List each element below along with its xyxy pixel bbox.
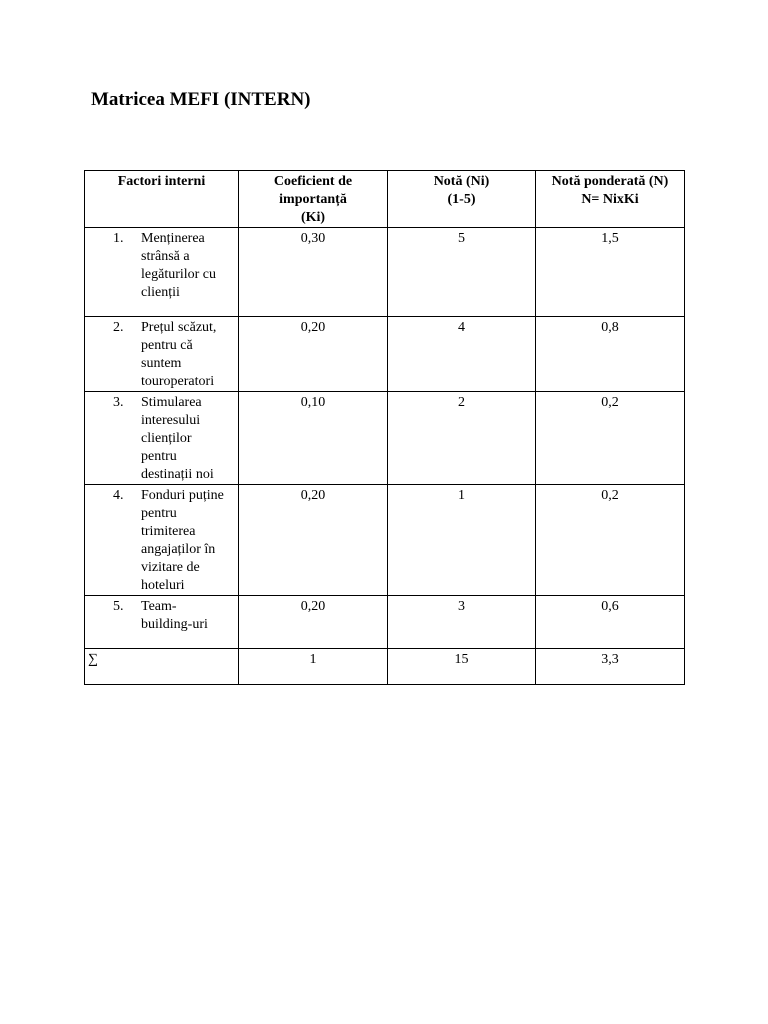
n-cell: 0,2 (536, 392, 685, 485)
n-cell: 0,6 (536, 596, 685, 649)
n-cell: 0,2 (536, 485, 685, 596)
ni-cell: 5 (388, 228, 536, 317)
ki-cell: 0,20 (239, 485, 388, 596)
mefi-table (84, 170, 685, 685)
header-nota: Notă (Ni) (1-5) (388, 171, 536, 228)
factor-number: 4. (113, 488, 124, 503)
table-row (85, 485, 685, 596)
table-row (85, 596, 685, 649)
factor-cell: 5. Team- building-uri (85, 596, 239, 649)
ni-cell: 4 (388, 317, 536, 392)
page-title: Matricea MEFI (INTERN) (91, 89, 311, 110)
table-row (85, 317, 685, 392)
sum-symbol: ∑ (85, 649, 239, 685)
factor-number: 2. (113, 320, 124, 335)
total-ni-cell: 15 (388, 649, 536, 685)
total-row (85, 649, 685, 685)
ni-cell: 2 (388, 392, 536, 485)
n-cell: 0,8 (536, 317, 685, 392)
ni-cell: 1 (388, 485, 536, 596)
factor-cell: 1. Menținerea strânsă a legăturilor cu clienții (85, 228, 239, 317)
table-row (85, 228, 685, 317)
table-header-row (85, 171, 685, 228)
table-row (85, 392, 685, 485)
ki-cell: 0,20 (239, 317, 388, 392)
factor-cell: 4. Fonduri puține pentru trimiterea angajaților în vizitare de hoteluri (85, 485, 239, 596)
factor-number: 3. (113, 395, 124, 410)
ki-cell: 0,30 (239, 228, 388, 317)
n-cell: 1,5 (536, 228, 685, 317)
total-ki-cell: 1 (239, 649, 388, 685)
ki-cell: 0,20 (239, 596, 388, 649)
header-factori-interni: Factori interni (85, 171, 239, 228)
factor-number: 1. (113, 231, 124, 246)
factor-cell: 2. Prețul scăzut, pentru că suntem touroperatori (85, 317, 239, 392)
header-nota-ponderata: Notă ponderată (N) N= NixKi (536, 171, 685, 228)
header-coeficient: Coeficient de importanță (Ki) (239, 171, 388, 228)
ni-cell: 3 (388, 596, 536, 649)
factor-cell: 3. Stimularea interesului clienților pentru destinații noi (85, 392, 239, 485)
factor-number: 5. (113, 599, 124, 614)
ki-cell: 0,10 (239, 392, 388, 485)
total-n-cell: 3,3 (536, 649, 685, 685)
